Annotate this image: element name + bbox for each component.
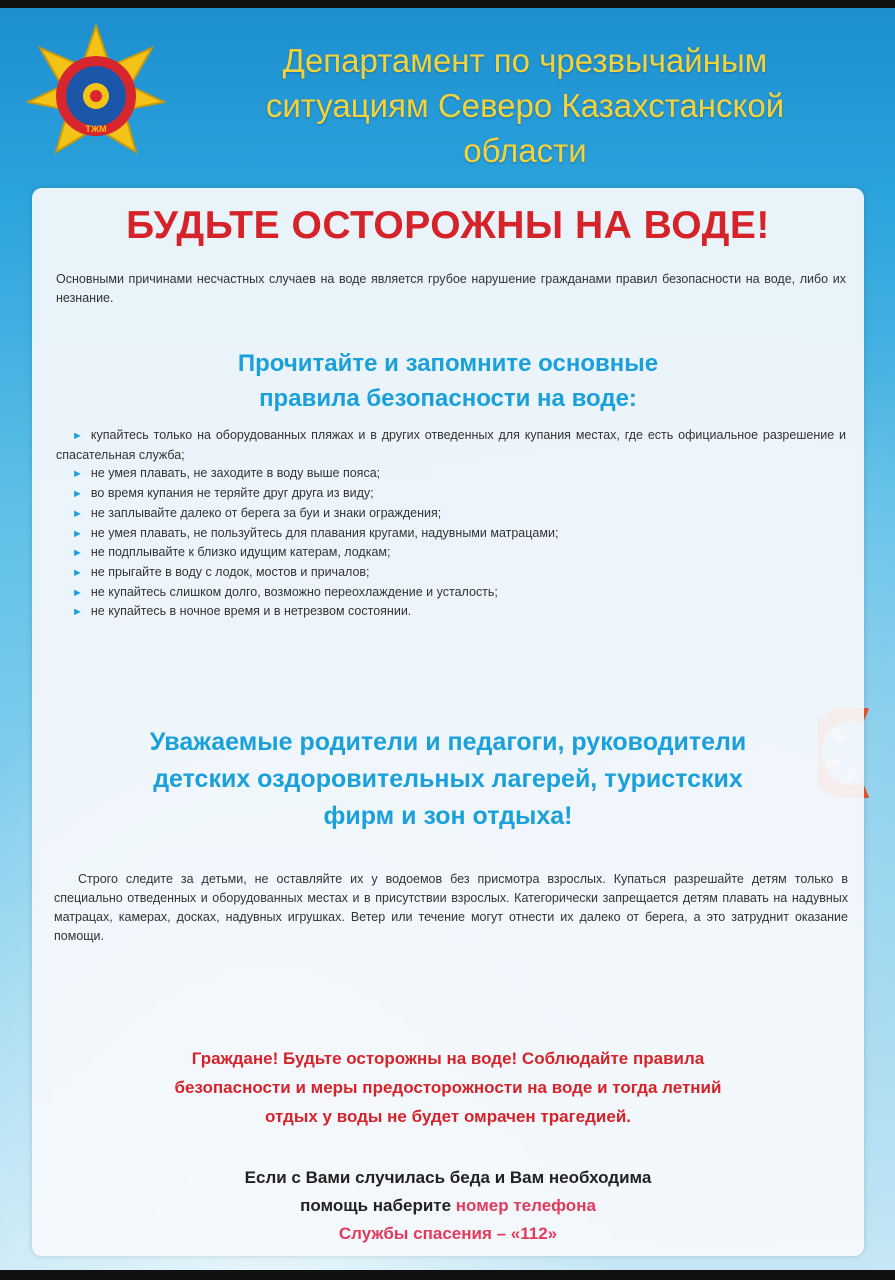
list-item xyxy=(56,524,846,544)
rules-heading-line: правила безопасности на воде: xyxy=(259,385,637,412)
help-line: Если с Вами случилась беда и Вам необходима xyxy=(244,1168,652,1187)
warning-text xyxy=(62,1044,834,1131)
bullet-arrow-icon: ► xyxy=(72,488,83,501)
rule-text: не умея плавать, не заходите в воду выше пояса; xyxy=(90,466,381,481)
poster xyxy=(0,8,895,1270)
list-item xyxy=(56,426,846,464)
list-item xyxy=(56,543,846,563)
rules-list xyxy=(56,426,846,622)
phone-label: номер телефона xyxy=(455,1196,596,1215)
appeal-heading xyxy=(32,724,864,835)
main-title: БУДЬТЕ ОСТОРОЖНЫ НА ВОДЕ! xyxy=(126,204,770,247)
department-title xyxy=(180,38,870,173)
rule-text: купайтесь только на оборудованных пляжах и в других отведенных для купания местах, где есть официальное разрешение и спасательная служба; xyxy=(56,428,846,462)
warning-line: отдых у воды не будет омрачен трагедией. xyxy=(264,1107,631,1126)
department-title-line: Департамент по чрезвычайным xyxy=(282,42,768,79)
parents-text: Строго следите за детьми, не оставляйте их у водоемов без присмотра взрослых. Купаться разрешайте детям только в специально отведенных и оборудованных местах и в присутствии взрослых. Категорически запрещается детям плавать на надувных матрацах, камерах, досках, надувных игрушках. Ветер или течение могут отнести их далеко от берега, а это затруднит оказание помощи. xyxy=(54,872,848,943)
intro-text: Основными причинами несчастных случаев на воде является грубое нарушение гражданами правил безопасности на воде, либо их незнание. xyxy=(56,272,846,305)
rule-text: не умея плавать, не пользуйтесь для плавания кругами, надувными матрацами; xyxy=(90,525,559,540)
rule-text: не купайтесь в ночное время и в нетрезвом состоянии. xyxy=(90,604,412,619)
rule-text: не заплывайте далеко от берега за буи и знаки ограждения; xyxy=(90,505,442,520)
rules-heading-line: Прочитайте и запомните основные xyxy=(237,350,659,377)
list-item xyxy=(56,484,846,504)
info-card xyxy=(32,188,864,1256)
department-title-line: ситуациям Северо Казахстанской xyxy=(265,87,785,124)
rule-text: не прыгайте в воду с лодок, мостов и причалов; xyxy=(90,564,370,579)
appeal-heading-line: фирм и зон отдыха! xyxy=(323,802,573,830)
rule-text: во время купания не теряйте друг друга из виду; xyxy=(90,486,374,501)
rules-heading xyxy=(32,346,864,416)
list-item xyxy=(56,464,846,484)
bullet-arrow-icon: ► xyxy=(72,606,83,619)
emergency-help xyxy=(92,1164,804,1248)
bullet-arrow-icon: ► xyxy=(72,507,83,520)
help-text: помощь наберите xyxy=(300,1196,456,1215)
list-item xyxy=(56,504,846,524)
appeal-heading-line: детских оздоровительных лагерей, туристских xyxy=(153,765,743,793)
rescue-number: Службы спасения – «112» xyxy=(338,1224,558,1243)
emblem-label: ТЖМ xyxy=(85,124,107,134)
list-item xyxy=(56,583,846,603)
appeal-heading-line: Уважаемые родители и педагоги, руководители xyxy=(149,728,747,756)
bullet-arrow-icon: ► xyxy=(72,430,83,442)
bullet-arrow-icon: ► xyxy=(72,566,83,579)
emergency-emblem-icon xyxy=(26,24,166,164)
header xyxy=(0,8,895,183)
warning-line: Граждане! Будьте осторожны на воде! Соблюдайте правила xyxy=(191,1049,705,1068)
bullet-arrow-icon: ► xyxy=(72,586,83,599)
warning-line: безопасности и меры предосторожности на воде и тогда летний xyxy=(174,1078,722,1097)
list-item xyxy=(56,602,846,622)
bullet-arrow-icon: ► xyxy=(72,527,83,540)
help-line xyxy=(92,1192,804,1220)
department-title-line: области xyxy=(463,132,587,169)
rule-text: не подплывайте к близко идущим катерам, лодкам; xyxy=(90,545,391,560)
bullet-arrow-icon: ► xyxy=(72,547,83,560)
list-item xyxy=(56,563,846,583)
rule-text: не купайтесь слишком долго, возможно переохлаждение и усталость; xyxy=(90,584,498,599)
bullet-arrow-icon: ► xyxy=(72,468,83,481)
